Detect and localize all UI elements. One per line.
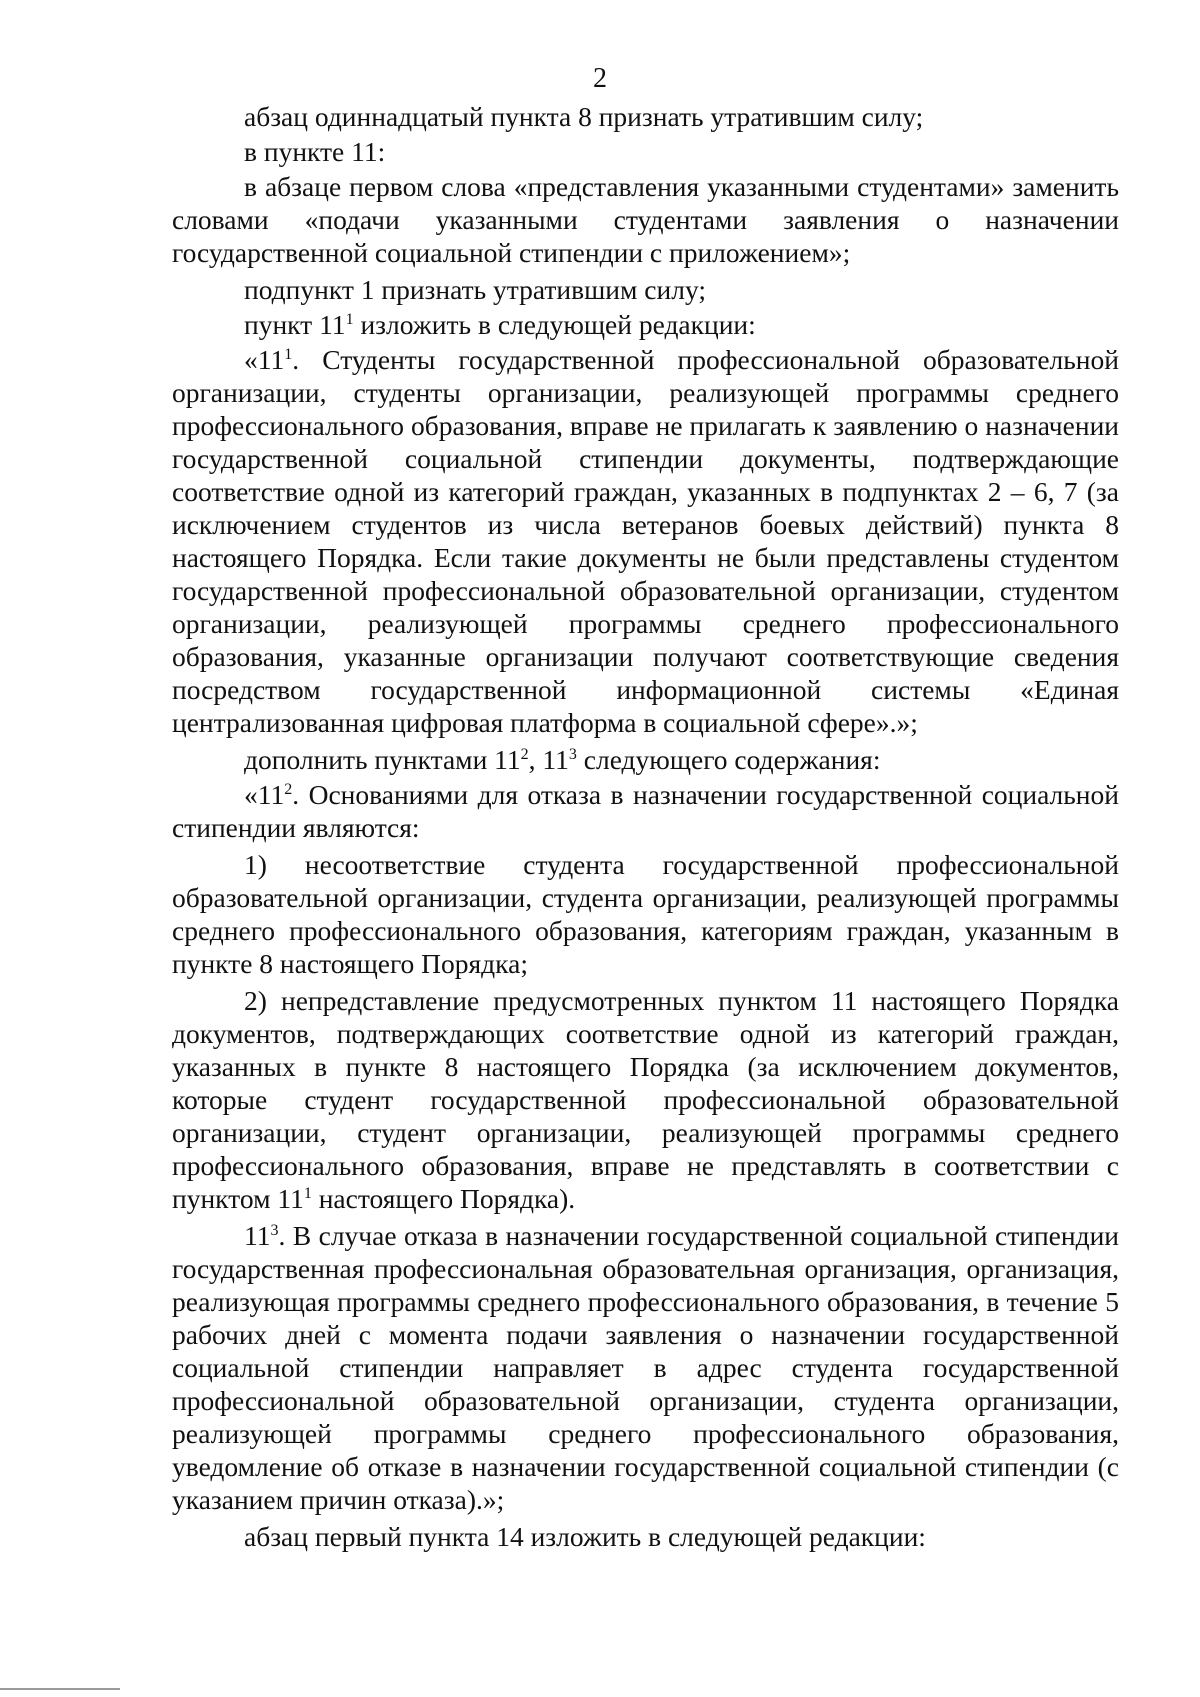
paragraph-1: абзац одиннадцатый пункта 8 признать утратившим силу; xyxy=(244,101,924,132)
paragraph-7-sup-2: 3 xyxy=(568,745,577,763)
paragraph-5 xyxy=(172,308,1119,341)
paragraph-10-tail-post: настоящего Порядка). xyxy=(311,1183,576,1214)
scan-edge-mark xyxy=(0,1688,120,1690)
paragraph-9: 1) несоответствие студента государственной профессиональной образовательной организации, студента организации, реализующей программы среднего профессионального образования, категориям граждан, указанным в пункте 8 настоящего Порядка; xyxy=(172,849,1119,979)
paragraph-10 xyxy=(172,984,1119,1215)
paragraph-11-text: В случае отказа в назначении государственной социальной стипендии государственная профессиональная образовательная организация, организация, реализующая программы среднего профессионального образования, в течение 5 рабочих дней с момента подачи заявления о назначении государственной социальной стипендии направляет в адрес студента государственной профессиональной образовательной организации, студента организации, реализующей программы среднего профессионального образования, уведомление об отказе в назначении государственной социальной стипендии (с указанием причин отказа).»; xyxy=(172,1220,1120,1515)
paragraph-6 xyxy=(172,343,1119,739)
paragraph-2: в пункте 11: xyxy=(244,136,386,167)
paragraph-12: абзац первый пункта 14 изложить в следующей редакции: xyxy=(244,1521,926,1552)
paragraph-5-post: изложить в следующей редакции: xyxy=(353,309,756,340)
paragraph-11-sep: . xyxy=(278,1220,293,1251)
paragraph-7-sup-1: 2 xyxy=(520,745,529,763)
paragraph-8-sep: . xyxy=(292,779,309,810)
paragraph-7 xyxy=(172,743,1119,776)
paragraph-8-sup: 2 xyxy=(284,780,293,798)
paragraph-6-sup: 1 xyxy=(284,345,293,363)
paragraph-3: в абзаце первом слова «представления указанными студентами» заменить словами «подачи указанными студентами заявления о назначении государственной социальной стипендии с приложением»; xyxy=(172,171,1119,268)
paragraph-5-pre: пункт 11 xyxy=(244,309,346,340)
paragraph-7-mid: , 11 xyxy=(528,744,569,775)
paragraph-6-pre: «11 xyxy=(244,344,285,375)
paragraph-5-sup: 1 xyxy=(345,310,354,328)
paragraph-8 xyxy=(172,778,1119,844)
paragraph-6-sep: . xyxy=(292,344,323,375)
paragraph-10-text: 2) непредставление предусмотренных пунктом 11 настоящего Порядка документов, подтверждающих соответствие одной из категорий граждан, указанных в пункте 8 настоящего Порядка (за исключением документов, которые студент государственной профессиональной образовательной организации, студент организации, реализующей программы среднего профессионального образования, вправе не представлять в соответствии с xyxy=(172,985,1119,1181)
paragraph-4: подпункт 1 признать утратившим силу; xyxy=(244,274,706,305)
paragraph-10-tail-sup: 1 xyxy=(303,1184,312,1202)
paragraph-11 xyxy=(172,1219,1119,1516)
paragraph-8-pre: «11 xyxy=(244,779,285,810)
document-body xyxy=(172,100,1119,1557)
paragraph-7-pre: дополнить пунктами 11 xyxy=(244,744,521,775)
paragraph-11-pre: 11 xyxy=(244,1220,271,1251)
paragraph-7-post: следующего содержания: xyxy=(576,744,881,775)
paragraph-10-tail-pre: пунктом 11 xyxy=(172,1183,304,1214)
paragraph-8-text: Основаниями для отказа в назначении государственной социальной стипендии являются: xyxy=(172,779,1119,843)
paragraph-11-sup: 3 xyxy=(270,1221,279,1239)
paragraph-6-text: Студенты государственной профессиональной образовательной организации, студенты организации, реализующей программы среднего профессионального образования, вправе не прилагать к заявлению о назначении государственной социальной стипендии документы, подтверждающие соответствие одной из категорий граждан, указанных в подпунктах 2 – 6, 7 (за исключением студентов из числа ветеранов боевых действий) пункта 8 настоящего Порядка. Если такие документы не были представлены студентом государственной профессиональной образовательной организации, студентом организации, реализующей программы среднего профессионального образования, указанные организации получают соответствующие сведения посредством государственной информационной системы «Единая централизованная цифровая платформа в социальной сфере».»; xyxy=(172,344,1119,738)
page-number: 2 xyxy=(593,63,607,94)
